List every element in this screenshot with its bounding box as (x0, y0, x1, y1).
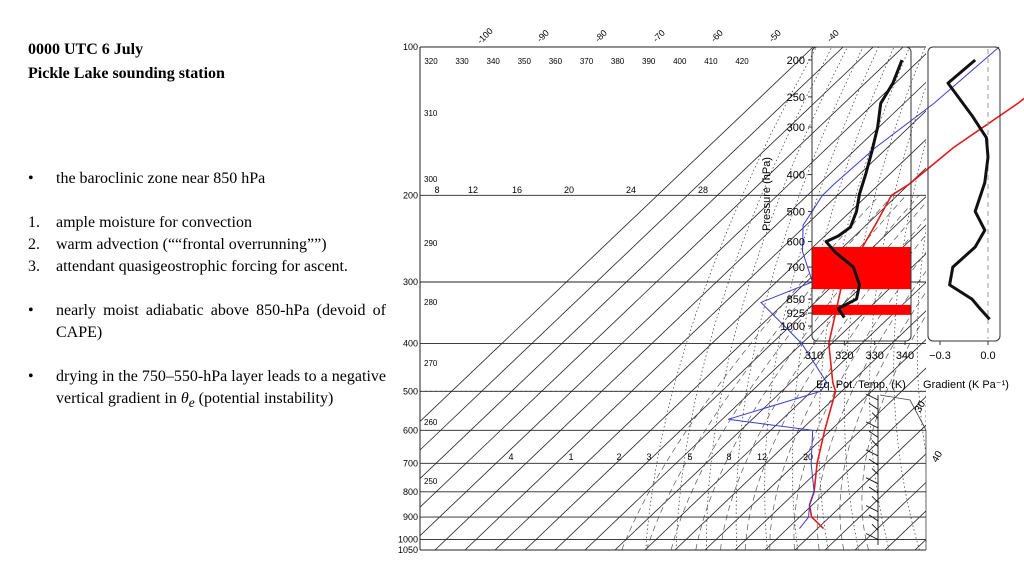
mixing-ratio-label: 12 (467, 185, 479, 195)
y-tick-label: 400 (786, 169, 805, 182)
pressure-tick-label: 1050 (397, 545, 418, 555)
theta-label: 330 (455, 57, 469, 66)
theta-label: 350 (517, 57, 531, 66)
mixing-ratio-label: 1 (568, 452, 574, 462)
bullet-marker: • (28, 368, 34, 385)
pressure-tick-label: 800 (402, 486, 418, 497)
mixing-ratio-label: 3 (646, 452, 652, 462)
theta-symbol: θ (180, 390, 189, 407)
isotherm-label: -50 (766, 27, 784, 45)
mixing-ratio-label: 28 (697, 185, 709, 195)
theta-subscript: e (188, 395, 195, 411)
y-tick-label: 700 (786, 262, 805, 275)
pressure-tick-label: 300 (402, 277, 418, 288)
x-tick-label: 0.0 (980, 350, 996, 362)
bullet-text-post: (potential instability) (194, 390, 334, 407)
bullet-text: nearly moist adiabatic above 850-hPa (devoid of CAPE) (56, 302, 386, 341)
y-tick-label: 850 (786, 294, 805, 307)
mixing-ratio-label: 24 (625, 185, 637, 195)
theta-label: 380 (610, 57, 625, 66)
y-tick-label: 250 (786, 91, 805, 104)
isotherm-label: -70 (650, 27, 668, 45)
mixing-ratio-label: 8 (726, 452, 732, 462)
pressure-tick-label: 400 (402, 338, 418, 349)
wind-scale-label: 40 (930, 449, 946, 465)
pressure-tick-label: 100 (402, 42, 418, 52)
mixing-ratio-label: 5 (687, 452, 693, 462)
plot-frame (928, 47, 1000, 341)
theta-label: 270 (424, 359, 438, 368)
mixing-ratio-label: 2 (616, 452, 622, 462)
item-text: ample moisture for convection (56, 214, 252, 231)
gradient-line (948, 60, 990, 319)
bullet-text-pre: drying in the 750–550-hPa layer leads to a negative vertical gradient in (56, 368, 386, 407)
pressure-tick-label: 700 (402, 458, 418, 469)
pressure-tick-label: 600 (402, 425, 418, 436)
pressure-tick-label: 900 (402, 512, 418, 523)
mixing-ratio-label: 20 (802, 452, 814, 462)
isotherm-label: -100 (474, 25, 495, 46)
theta-label: 370 (579, 57, 594, 66)
bullet-text: the baroclinic zone near 850 hPa (56, 170, 266, 187)
theta-label: 360 (548, 57, 563, 66)
pressure-tick-label: 1000 (397, 534, 418, 545)
x-axis-label: Gradient (K Pa⁻¹) (923, 379, 1009, 391)
theta-label: 400 (673, 57, 687, 66)
item-text: attendant quasigeostrophic forcing for ascent. (56, 258, 348, 275)
y-tick-label: 1000 (780, 321, 805, 333)
theta-label: 390 (642, 57, 656, 66)
theta-label: 410 (704, 57, 718, 66)
y-axis-label: Pressure (hPa) (761, 157, 773, 231)
theta-label: 310 (424, 109, 438, 118)
isotherm-label: -60 (708, 27, 726, 45)
x-tick-label: 320 (835, 350, 854, 362)
mixing-ratio-label: 20 (563, 185, 575, 195)
item-number: 1. (28, 214, 40, 231)
theta-label: 320 (424, 57, 438, 66)
item-text: warm advection (““frontal overrunning””) (56, 236, 327, 253)
x-tick-label: 310 (804, 350, 824, 362)
bullet-marker: • (28, 302, 34, 319)
isotherm-label: -80 (592, 27, 610, 45)
theta-label: 290 (424, 239, 438, 248)
item-number: 3. (28, 258, 40, 275)
isotherm-label: -90 (534, 27, 552, 45)
pressure-tick-label: 200 (402, 190, 418, 201)
x-tick-label: 340 (895, 350, 915, 362)
y-tick-label: 200 (786, 55, 805, 67)
mixing-ratio-label: 4 (508, 452, 514, 462)
mixing-ratio-label: 16 (511, 185, 523, 195)
pressure-tick-label: 500 (402, 386, 418, 397)
mixing-ratio-label: 8 (434, 185, 440, 195)
x-tick-label: −0.3 (929, 350, 951, 362)
bullet-marker: • (28, 170, 34, 187)
theta-label: 260 (424, 418, 438, 427)
y-tick-label: 600 (786, 236, 805, 249)
theta-label: 250 (424, 477, 438, 486)
y-tick-label: 500 (786, 206, 805, 219)
title-line-1: 0000 UTC 6 July (28, 41, 144, 58)
item-number: 2. (28, 236, 40, 253)
y-tick-label: 300 (786, 122, 805, 135)
theta-label: 420 (735, 57, 749, 66)
theta-label: 280 (424, 298, 438, 307)
theta-label: 300 (424, 175, 438, 184)
mixing-ratio-label: 12 (756, 452, 768, 462)
y-tick-label: 925 (786, 308, 805, 321)
x-axis-label: Eq. Pot. Temp. (K) (816, 379, 906, 391)
isotherm-label: -40 (824, 27, 842, 45)
x-tick-label: 330 (865, 350, 884, 362)
wind-scale-label: 30 (913, 399, 929, 415)
theta-label: 340 (486, 57, 500, 66)
title-line-2: Pickle Lake sounding station (28, 65, 225, 82)
